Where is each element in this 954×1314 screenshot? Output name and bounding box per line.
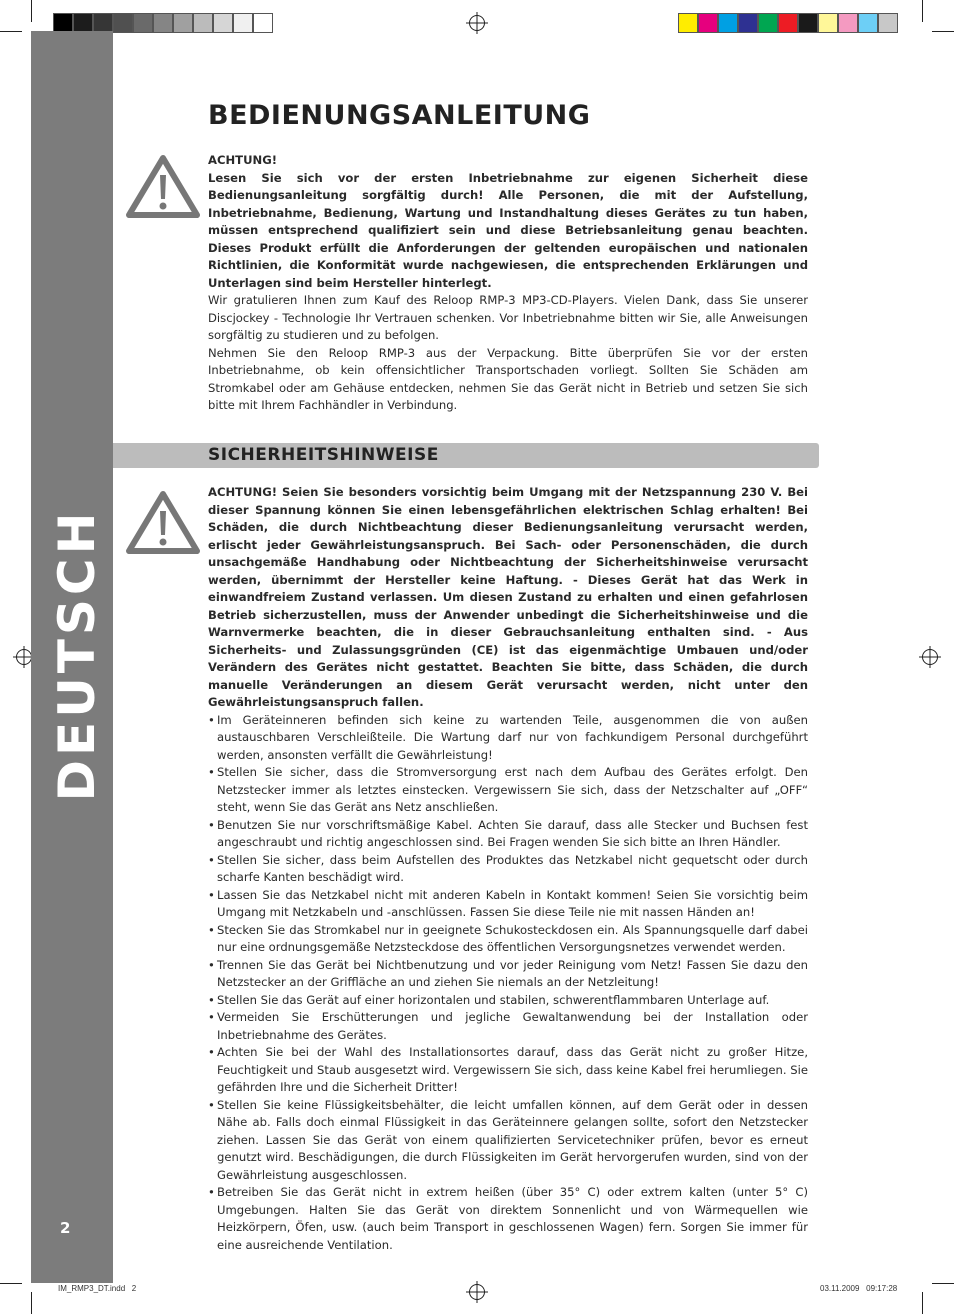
safety-warning-text: ACHTUNG! Seien Sie besonders vorsichtig beim Umgang mit der Netzspannung 230 V. Bei dieser Spannung können Sie einen lebensgefährlichen elektrischen Schlag erhalten! Bei Schäden, die durch Nichtbeachtung dieser Bedienungsanleitung verursacht werden, erlischt jeder Gewährleistungsanspruch. Bei Sach- oder Personenschäden, die durch unsachgemäße Handhabung oder Nichtbeachtung der Sicherheitshinweise verursacht werden, übernimmt der Hersteller keine Haftung. - Dieses Gerät hat das Werk in einwandfreiem Zustand verlassen. Um diesen Zustand zu erhalten und einen gefahrlosen Betrieb sicherzustellen, muss der Anwender unbedingt die Sicherheitshinweise und die Warnvermerke beachten, die in dieser Gebrauchsanleitung enthalten sind. - Aus Sicherheits- und Zulassungsgründen (CE) ist das eigenmächtige Umbauen und/oder Verändern des Gerätes nicht gestattet. Beachten Sie bitte, dass Schäden, die durch manuelle Veränderungen an diesem Gerät verursacht werden, nicht unter den Gewährleistungsanspruch fallen.	[208, 485, 808, 709]
color-swatch	[738, 13, 758, 33]
crop-mark	[0, 1283, 22, 1284]
color-swatch	[173, 13, 193, 33]
list-item: • Betreiben Sie das Gerät nicht in extrem heißen (über 35° C) oder extrem kalten (unter 5° C) Umgebungen. Halten Sie das Gerät von direktem Sonnenlicht und von Wärmequellen wie Heizkörpern, Öfen, usw. (auch beim Transport in geschlossenen Wagen) fern. Sorgen Sie immer für eine ausreichende Ventilation.	[208, 1184, 808, 1254]
warning-triangle-icon	[125, 489, 201, 555]
list-item: • Benutzen Sie nur vorschriftsmäßige Kabel. Achten Sie darauf, dass alle Stecker und Buchsen fest angeschraubt und richtig angeschlossen sind. Bei Fragen wenden Sie sich bitte an Ihren Händler.	[208, 817, 808, 852]
list-item: • Stellen Sie das Gerät auf einer horizontalen und stabilen, schwerentflammbaren Unterlage auf.	[208, 992, 808, 1010]
crop-mark	[31, 0, 32, 22]
intro-paragraph: Nehmen Sie den Reloop RMP-3 aus der Verpackung. Bitte überprüfen Sie vor der ersten Inbetriebnahme, ob kein offensichtlicher Transportschaden vorliegt. Sollten Sie Schäden am Stromkabel oder am Gehäuse entdecken, nehmen Sie das Gerät nicht in Betrieb und setzen Sie sich bitte mit Ihrem Fachhändler in Verbindung.	[208, 345, 808, 412]
color-swatch	[53, 13, 73, 33]
color-swatch	[698, 13, 718, 33]
color-swatch	[193, 13, 213, 33]
warning-text: Lesen Sie sich vor der ersten Inbetriebnahme zur eigenen Sicherheit diese Bedienungsanleitung sorgfältig durch! Alle Personen, die mit der Aufstellung, Inbetriebnahme, Bedienung, Wartung und Instandhaltung dieses Gerätes zu tun haben, müssen entsprechend qualifiziert sein und diese Betriebsanleitung genau beachten. Dieses Produkt erfüllt die Anforderungen der geltenden europäischen und nationalen Richtlinien, die Konformität wurde nachgewiesen, die entsprechenden Erklärungen und Unterlagen sind beim Hersteller hinterlegt.	[208, 170, 808, 290]
list-item: • Stellen Sie sicher, dass beim Aufstellen des Produktes das Netzkabel nicht gequetscht oder durch scharfe Kanten beschädigt wird.	[208, 852, 808, 887]
registration-mark-icon	[16, 649, 32, 665]
crop-mark	[922, 0, 923, 22]
color-swatch	[213, 13, 233, 33]
list-item: • Vermeiden Sie Erschütterungen und jegliche Gewaltanwendung bei der Installation oder Inbetriebnahme des Gerätes.	[208, 1009, 808, 1044]
crop-mark	[31, 1292, 32, 1314]
intro-warning	[208, 152, 808, 292]
intro-paragraphs	[208, 292, 808, 415]
registration-mark-icon	[922, 649, 938, 665]
color-swatch	[133, 13, 153, 33]
color-swatch	[778, 13, 798, 33]
registration-mark-icon	[469, 1284, 485, 1300]
color-swatch	[758, 13, 778, 33]
color-swatch	[798, 13, 818, 33]
crop-mark	[932, 1283, 954, 1284]
section-title: SICHERHEITSHINWEISE	[208, 445, 439, 465]
color-swatch	[113, 13, 133, 33]
page-number: 2	[60, 1219, 71, 1237]
list-item: • Im Geräteinneren befinden sich keine zu wartenden Teile, ausgenommen die von außen austauschbaren Verschleißteile. Die Wartung darf nur von fachkundigem Personal durchgeführt werden, ansonsten verfällt die Gewährleistung!	[208, 712, 808, 765]
color-swatch	[73, 13, 93, 33]
list-item: • Stecken Sie das Stromkabel nur in geeignete Schukosteckdosen ein. Als Spannungsquelle darf dabei nur eine ordnungsgemäße Netzsteckdose des öffentlichen Versorgungsnetzes verwendet werden.	[208, 922, 808, 957]
warning-triangle-icon	[125, 153, 201, 219]
page-title: BEDIENUNGSANLEITUNG	[208, 100, 591, 131]
warning-label: ACHTUNG!	[208, 153, 278, 167]
color-swatch	[253, 13, 273, 33]
crop-mark	[0, 31, 22, 32]
list-item: • Trennen Sie das Gerät bei Nichtbenutzung und vor jeder Reinigung vom Netz! Fassen Sie dazu den Netzstecker an der Griffläche an und ziehen Sie niemals an der Netzleitung!	[208, 957, 808, 992]
list-item: • Stellen Sie keine Flüssigkeitsbehälter, die leicht umfallen können, auf dem Gerät oder in dessen Nähe ab. Falls doch einmal Flüssigkeit in das Geräteinnere gelangen sollte, sofort den Netzstecker ziehen. Lassen Sie das Gerät von einem qualifizierten Servicetechniker prüfen, bevor es erneut genutzt wird. Beschädigungen, die durch Flüssigkeiten im Gerät hervorgerufen wurden, sind von der Gewährleistung ausgeschlossen.	[208, 1097, 808, 1185]
safety-content	[208, 484, 808, 1254]
crop-mark	[932, 31, 954, 32]
color-swatch	[878, 13, 898, 33]
cmyk-color-bar	[678, 13, 898, 33]
crop-mark	[922, 1292, 923, 1314]
list-item: • Achten Sie bei der Wahl des Installationsortes darauf, dass das Gerät nicht zu großer Hitze, Feuchtigkeit und Staub ausgesetzt wird. Vergewissern Sie sich, dass keine Kabel frei herumliegen. Sie gefährden Ihre und die Sicherheit Dritter!	[208, 1044, 808, 1097]
list-item: • Lassen Sie das Netzkabel nicht mit anderen Kabeln in Kontakt kommen! Seien Sie vorsichtig beim Umgang mit Netzkabeln und -anschlüssen. Fassen Sie diese Teile nie mit nassen Händen an!	[208, 887, 808, 922]
list-item: • Stellen Sie sicher, dass die Stromversorgung erst nach dem Aufbau des Gerätes erfolgt. Den Netzstecker immer als letztes einstecken. Vergewissern Sie sich, dass der Netzschalter auf „OFF“ steht, wenn Sie das Gerät ans Netz anschließen.	[208, 764, 808, 817]
language-label: DEUTSCH	[48, 508, 106, 802]
intro-paragraph: Wir gratulieren Ihnen zum Kauf des Reloop RMP-3 MP3-CD-Players. Vielen Dank, dass Sie unserer Discjockey - Technologie Ihr Vertrauen schenken. Vor Inbetriebnahme bitten wir Sie, alle Anweisungen sorgfältig zu studieren und zu befolgen.	[208, 293, 808, 342]
color-swatch	[718, 13, 738, 33]
color-swatch	[233, 13, 253, 33]
color-swatch	[818, 13, 838, 33]
color-swatch	[153, 13, 173, 33]
color-swatch	[838, 13, 858, 33]
color-swatch	[858, 13, 878, 33]
gray-color-bar	[53, 13, 273, 33]
color-swatch	[678, 13, 698, 33]
registration-mark-icon	[469, 15, 485, 31]
safety-list	[208, 712, 808, 1255]
footer-filename: IM_RMP3_DT.indd 2	[58, 1284, 137, 1293]
footer-timestamp: 03.11.2009 09:17:28	[820, 1284, 898, 1293]
color-swatch	[93, 13, 113, 33]
